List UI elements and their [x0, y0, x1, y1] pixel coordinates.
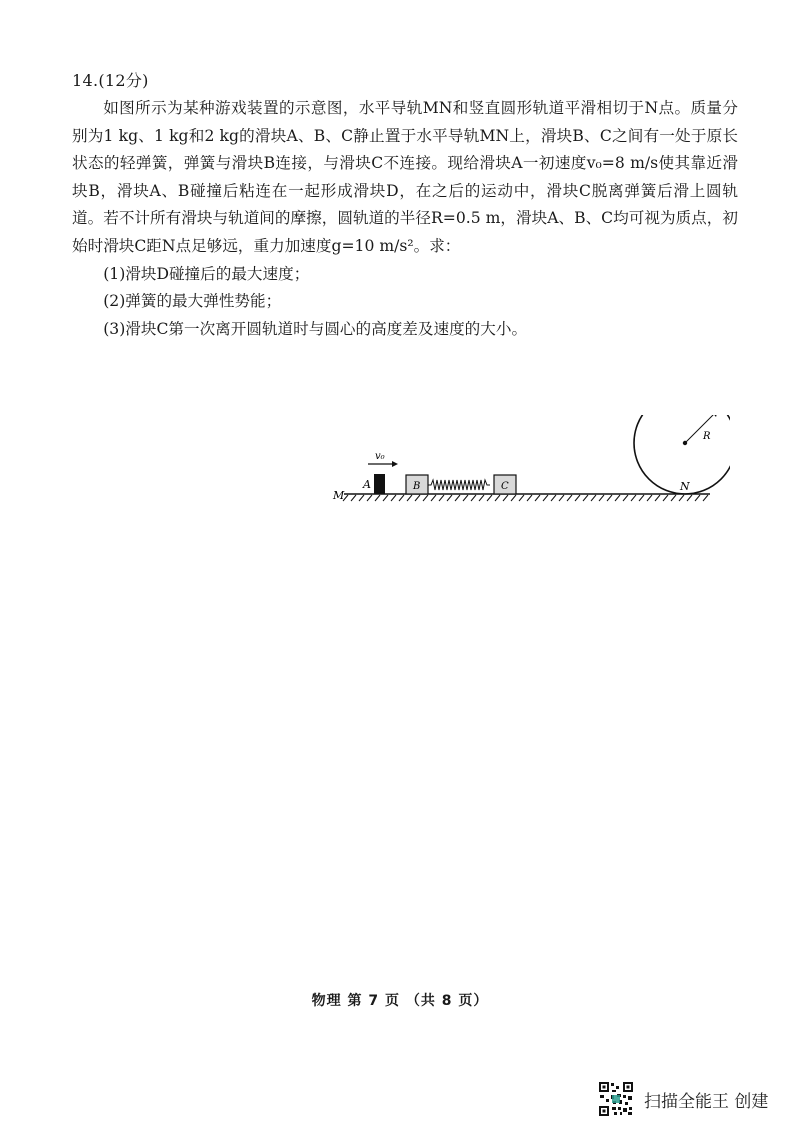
label-a: A — [363, 478, 371, 491]
slider-a — [374, 474, 385, 494]
question-body — [72, 95, 738, 343]
label-m: M — [333, 489, 345, 502]
subquestion-2: (2)弹簧的最大弹性势能； — [103, 292, 282, 311]
label-r: R — [703, 431, 711, 442]
spring — [428, 480, 490, 490]
qr-code-icon — [598, 1081, 634, 1117]
ground-hatching — [343, 495, 708, 501]
watermark-text: 扫描全能王 创建 — [644, 1091, 769, 1112]
subquestion-3: (3)滑块C第一次离开圆轨道时与圆心的高度差及速度的大小。 — [103, 319, 528, 338]
page-footer: 物理 第 7 页 （共 8 页） — [311, 993, 489, 1009]
radius-line — [685, 415, 716, 443]
subquestion-1: (1)滑块D碰撞后的最大速度； — [103, 264, 310, 283]
apparatus-diagram — [330, 415, 730, 515]
velocity-arrowhead — [392, 461, 398, 467]
question-paragraph: 如图所示为某种游戏装置的示意图，水平导轨MN和竖直圆形轨道平滑相切于N点。质量分别为1 kg、1 kg和2 kg的滑块A、B、C静止置于水平导轨MN上，滑块B、C之间有一处于原长状态的轻弹簧，弹簧与滑块B连接，与滑块C不连接。现给滑块A一初速度v₀=8 m/s使其靠近滑块B，滑块A、B碰撞后粘连在一起形成滑块D，在之后的运动中，滑块C脱离弹簧后滑上圆轨道。若不计所有滑块与轨道间的摩擦，圆轨道的半径R=0.5 m，滑块A、B、C均可视为质点，初始时滑块C距N点足够远，重力加速度g=10 m/s²。求： — [72, 99, 738, 255]
scanner-watermark — [598, 1080, 768, 1118]
label-c: C — [501, 481, 509, 492]
label-v0: v₀ — [375, 451, 385, 462]
label-n: N — [680, 480, 690, 493]
label-b: B — [413, 481, 421, 492]
question-heading: 14.(12分) — [72, 71, 149, 90]
